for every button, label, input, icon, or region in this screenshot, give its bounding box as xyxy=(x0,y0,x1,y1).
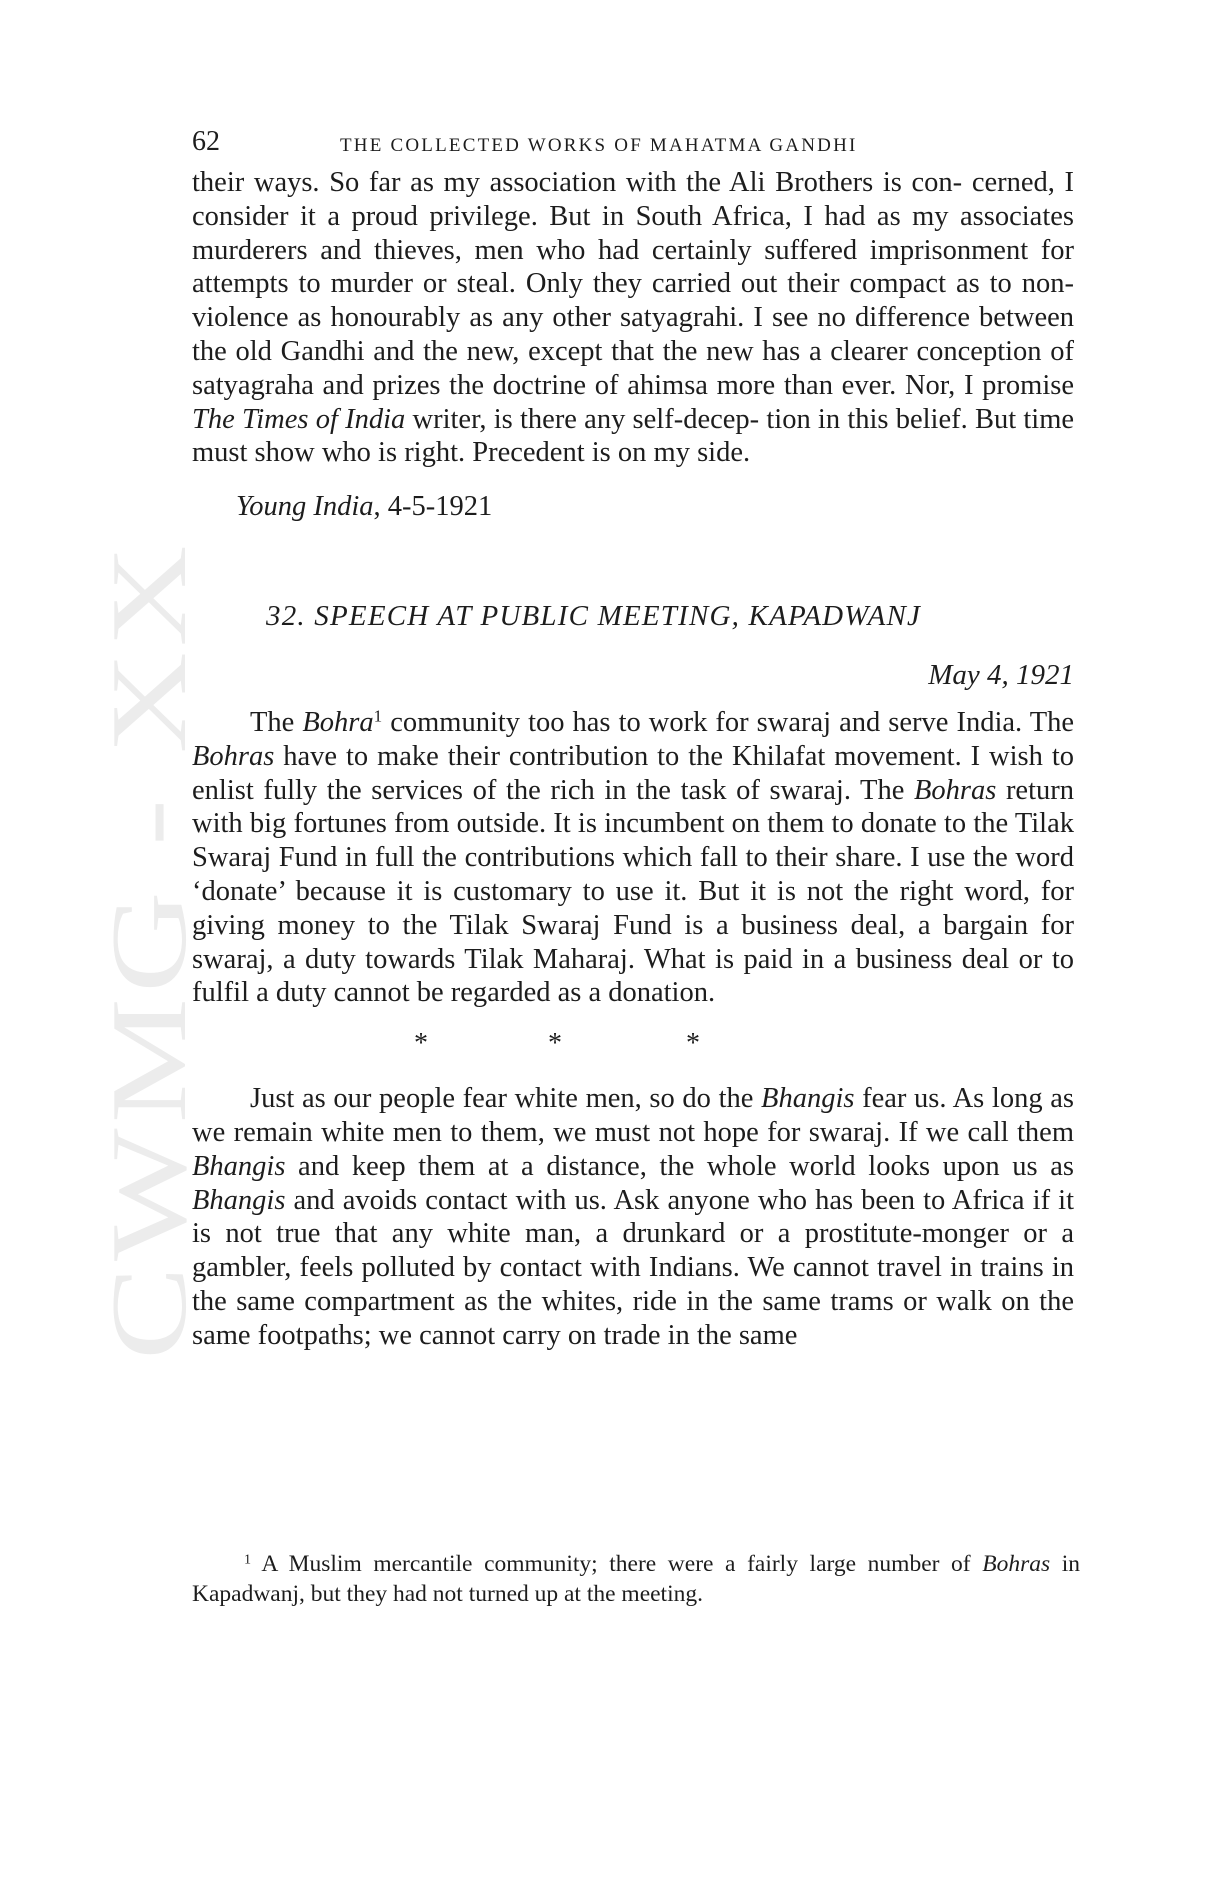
article-body xyxy=(192,706,1074,1353)
asterisk: * xyxy=(414,1028,428,1060)
text-run: The xyxy=(250,706,303,738)
continuation-paragraph xyxy=(192,166,1074,470)
section-separator xyxy=(192,1028,1074,1062)
line: Gandhi and the new, except that the new has a clearer conception xyxy=(280,335,1042,367)
text-run: A Muslim mercantile community; there were a fairly large number of xyxy=(251,1551,983,1577)
article-heading: 32. SPEECH AT PUBLIC MEETING, KAPADWANJ xyxy=(266,599,922,632)
running-title: THE COLLECTED WORKS OF MAHATMA GANDHI xyxy=(340,135,858,156)
text-run: and avoids contact with us. Ask anyone who has been to Africa if it is not true that any white man, a drunkard or a prostitute-monger or a gambler, feels polluted by contact with Indians. We cannot travel in trains in the same compartment as the whites, ride in the same trams or walk on the same footpaths; we cannot carry on trade in the same xyxy=(192,1184,1074,1351)
footnote xyxy=(192,1549,1080,1609)
text-run: have to make their contribution to the Khilafat movement. I wish to enlist fully the services of the rich in the task of swaraj. The xyxy=(192,740,1074,806)
italic-term: Bohras xyxy=(982,1551,1051,1577)
page-number: 62 xyxy=(192,126,220,157)
line: tion in this belief. But time must show who is right. Precedent xyxy=(192,403,1075,469)
italic-term: Bhangis xyxy=(761,1083,855,1115)
line: Nor, I promise xyxy=(904,369,1074,401)
line: writer, is there any self-decep- xyxy=(405,403,760,435)
watermark-text: CWMG - XX xyxy=(90,730,209,1360)
text-run: return with big fortunes from outside. It is incumbent on them to donate to the Tilak Swaraj Fund in full the contributions which fall to their share. I use the word ‘donate’ because it is customary to use it. But it is not the right word, for giving money to the Tilak Swaraj Fund is a business deal, a bargain for swaraj, a duty towards Tilak Maharaj. What is paid in a business deal or to fulfil a duty cannot be regarded as a donation. xyxy=(192,774,1074,1009)
italic-term: Bhangis xyxy=(192,1150,286,1182)
paragraph-1 xyxy=(192,706,1074,1010)
paragraph-2 xyxy=(192,1082,1074,1352)
footnote-text xyxy=(192,1549,1080,1609)
line: they carried out their compact as to non-violence as honourably xyxy=(192,268,1075,334)
line: had as my associates murderers and thieves, men who had certainly xyxy=(192,200,1074,266)
text-run: in Kapadwanj, but they had not turned up at the meeting. xyxy=(192,1551,1080,1607)
page xyxy=(192,126,1074,1353)
italic-term: Bohras xyxy=(913,774,997,806)
text-run: community too has to work for swaraj and serve India. The xyxy=(382,706,1075,738)
asterisk: * xyxy=(686,1028,700,1060)
continuation-text xyxy=(192,166,1074,470)
footnote-marker: 1 xyxy=(244,1551,252,1568)
italic-term: Bhangis xyxy=(192,1184,286,1216)
dateline: May 4, 1921 xyxy=(928,658,1074,691)
source-publication: Young India xyxy=(236,491,374,523)
italic-term: Bohras xyxy=(192,740,275,772)
asterisk: * xyxy=(548,1028,562,1060)
footnote-ref: 1 xyxy=(373,706,383,726)
text-run: and keep them at a distance, the whole world looks upon us as xyxy=(285,1150,1074,1182)
line: cerned, I consider it a proud privilege. But in South Africa, I xyxy=(192,167,1074,232)
line: as any other satyagrahi. I see no difference between the old xyxy=(192,302,1074,367)
text-run: fear us. As long as we remain white men to them, we must not hope for swaraj. If we call them xyxy=(192,1083,1074,1148)
line: is on my side. xyxy=(591,437,751,469)
text-run: Just as our people fear white men, so do the xyxy=(250,1083,762,1115)
line: of satyagraha and prizes the doctrine of ahimsa more than ever. xyxy=(192,335,1074,401)
line: their ways. So far as my association with the Ali Brothers is con- xyxy=(192,167,963,198)
source-date: , 4-5-1921 xyxy=(373,491,493,523)
publication-title: The Times of India xyxy=(192,403,406,435)
running-head xyxy=(192,126,1074,166)
italic-term: Bohra xyxy=(302,706,374,738)
line: suffered imprisonment for attempts to murder or steal. Only xyxy=(192,234,1075,300)
source-citation xyxy=(236,490,1074,524)
